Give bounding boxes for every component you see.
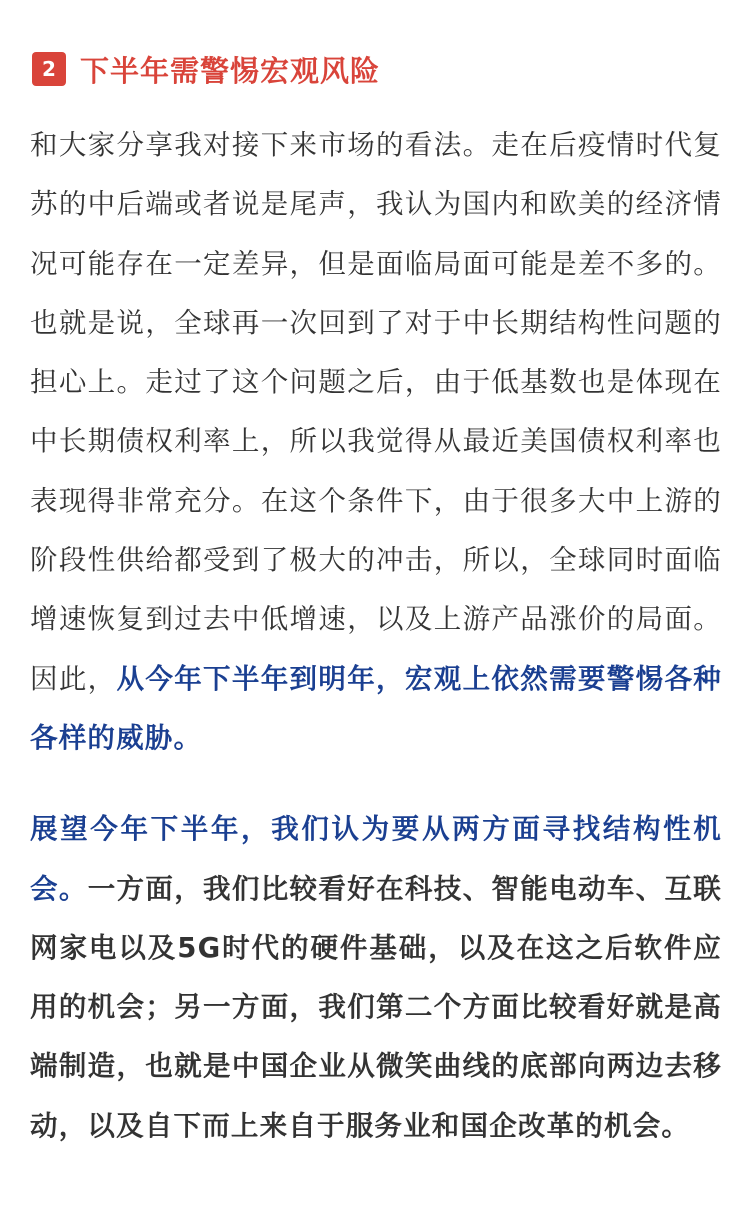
section-number-badge: 2 [32, 52, 66, 86]
article-section [30, 46, 722, 1156]
highlight-text: 从今年下半年到明年，宏观上依然需要警惕各种各样的威胁。 [30, 662, 722, 754]
section-title: 下半年需警惕宏观风险 [80, 53, 381, 88]
paragraph-text: 和大家分享我对接下来市场的看法。走在后疫情时代复苏的中后端或者说是尾声，我认为国内和欧美的经济情况可能存在一定差异，但是面临局面可能是差不多的。也就是说，全球再一次回到了对于中长期结构性问题的担心上。走过了这个问题之后，由于低基数也是体现在中长期债权利率上，所以我觉得从最近美国债权利率也表现得非常充分。在这个条件下，由于很多大中上游的阶段性供给都受到了极大的冲击，所以，全球同时面临增速恢复到过去中低增速，以及上游产品涨价的局面。因此， [30, 129, 722, 695]
paragraph-opportunities [30, 800, 722, 1156]
highlight-text: 展望今年下半年，我们认为要从两方面寻找结构性机会。 [30, 813, 722, 905]
paragraph-text: 一方面，我们比较看好在科技、智能电动车、互联网家电以及5G时代的硬件基础，以及在这之后软件应用的机会；另一方面，我们第二个方面比较看好就是高端制造，也就是中国企业从微笑曲线的底部向两边去移动，以及自下而上来自于服务业和国企改革的机会。 [30, 872, 722, 1142]
section-heading [32, 46, 722, 92]
paragraph-market-outlook [30, 116, 722, 768]
